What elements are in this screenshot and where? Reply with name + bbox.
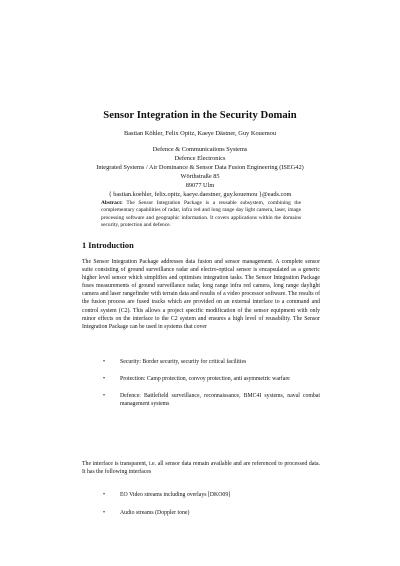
list-item [82, 509, 320, 517]
section-heading: 1 Introduction [82, 241, 134, 250]
affiliation-line: Defence Electronics [174, 154, 226, 162]
affiliation-block [0, 146, 400, 199]
list-item [82, 375, 320, 383]
paper-title: Sensor Integration in the Security Domain [103, 110, 297, 121]
bullet-list [82, 358, 320, 417]
paper-authors: Bastian Köhler, Felix Opitz, Kaeye Dästner, Guy Kouemou [123, 130, 277, 137]
bullet-marker: • [103, 492, 106, 498]
interface-paragraph: The interface is transparent, i.e. all sensor data remain available and are referenced to processed data. It has the following interfaces [82, 461, 320, 476]
abstract-label: Abstract: [101, 200, 123, 206]
bullet-list [82, 491, 320, 527]
affiliation-line: 89077 Ulm [185, 181, 215, 189]
abstract [101, 200, 301, 230]
intro-paragraph: The Sensor Integration Package addresses data fusion and sensor management. A complete sensor suite consisting of ground surveillance radar and electro-optical sensor is encapsulated as a generic higher level sensor which simplifies and optimises integration tasks. The Sensor Integration Package fuses measurements of ground surveillance radar, long range infra red camera, long range daylight camera and laser rangefinder with terrain data and results of a video processor software. The results of the fusion process are fused tracks which are provided on an external interface to a command and control system (C2). This allows a project specific modification of the sensor equipment with only minor effects on the interface to the C2 system and ensures a high level of reusability. The Sensor Integration Package can be used in systems that cover [82, 259, 320, 330]
list-item-text: Protection: Camp protection, convoy protection, anti asymmetric warfare [120, 376, 290, 383]
abstract-text: The Sensor Integration Package is a reusable subsystem, combining the complementary capabilities of radar, infra red and long range day light camera, laser, image processing software and geographic information. It covers applications within the domains security, protection and defence. [101, 200, 301, 229]
list-item [82, 491, 320, 499]
bullet-marker: • [103, 359, 106, 365]
bullet-marker: • [103, 510, 106, 517]
affiliation-line: Integrated Systems / Air Dominance & Sensor Data Fusion Engineering (ISEG42) [96, 163, 304, 171]
list-item-text: EO Video streams including overlays [DKO09] [120, 492, 231, 498]
bullet-marker: • [103, 376, 106, 383]
list-item-text: Defence: Battlefield surveillance, reconnaissance, BMC4I systems, naval combat management systems [120, 393, 320, 408]
list-item [82, 392, 320, 408]
list-item-text: Security: Border security, security for critical facilities [120, 359, 247, 365]
list-item [82, 358, 320, 366]
bullet-marker: • [103, 393, 106, 400]
list-item-text: Audio streams (Doppler tone) [120, 510, 190, 517]
affiliation-line: Defence & Communications Systems [152, 146, 248, 153]
affiliation-line: Wörthstraße 85 [180, 172, 220, 180]
email-line: { bastian.koehler, felix.opitz, kaeye.daestner, guy.kouemou }@eads.com [108, 190, 292, 198]
